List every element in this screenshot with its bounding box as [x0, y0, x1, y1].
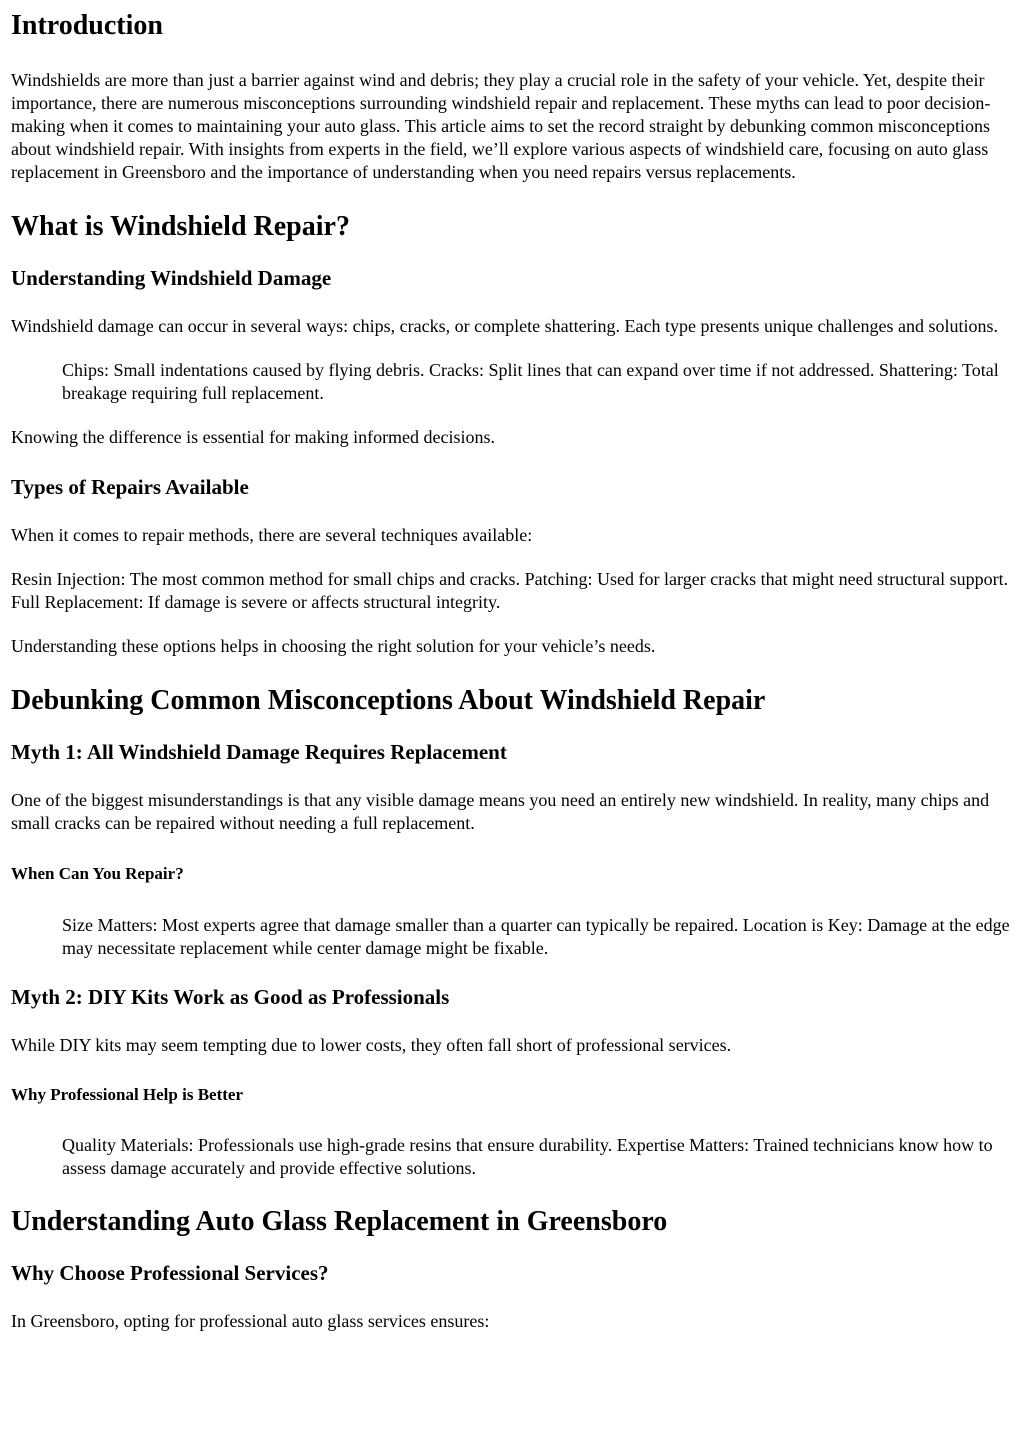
intro-paragraph: Windshields are more than just a barrier against wind and debris; they play a crucial role in the safety of your vehicle. Yet, despite their importance, there are numerous misconceptions surrounding windshield repair and replacement. These myths can lead to poor decision-making when it comes to maintaining your auto glass. This article aims to set the record straight by debunking common misconceptions about windshield repair. With insights from experts in the field, we’ll explore various aspects of windshield care, focusing on auto glass replacement in Greensboro and the importance of understanding when you need repairs versus replacements. [11, 70, 991, 182]
heading-why-choose-professional: Why Choose Professional Services? [11, 1261, 329, 1285]
repair-methods-list: Resin Injection: The most common method for small chips and cracks. Patching: Used for larger cracks that might need structural support. Full Replacement: If damage is severe or affects structural integrity. [11, 569, 1009, 612]
heading-myth-2: Myth 2: DIY Kits Work as Good as Professionals [11, 985, 450, 1009]
damage-closing: Knowing the difference is essential for making informed decisions. [11, 427, 496, 447]
heading-when-can-you-repair: When Can You Repair? [11, 864, 184, 883]
heading-types-of-repairs: Types of Repairs Available [11, 475, 249, 499]
heading-introduction: Introduction [11, 10, 163, 41]
heading-debunking-misconceptions: Debunking Common Misconceptions About Windshield Repair [11, 685, 766, 716]
damage-types-list: Chips: Small indentations caused by flying debris. Cracks: Split lines that can expand over time if not addressed. Shattering: Total breakage requiring full replacement. [62, 360, 999, 403]
damage-paragraph: Windshield damage can occur in several ways: chips, cracks, or complete shattering. Each type presents unique challenges and solutions. [11, 316, 998, 336]
professional-benefits-list: Quality Materials: Professionals use high-grade resins that ensure durability. Expertise Matters: Trained technicians know how to assess damage accurately and provide effective solutions. [62, 1135, 993, 1178]
myth-1-paragraph: One of the biggest misunderstandings is that any visible damage means you need an entirely new windshield. In reality, many chips and small cracks can be repaired without needing a full replacement. [11, 790, 990, 833]
types-closing: Understanding these options helps in choosing the right solution for your vehicle’s needs. [11, 636, 656, 656]
types-paragraph: When it comes to repair methods, there are several techniques available: [11, 525, 533, 545]
heading-what-is-windshield-repair: What is Windshield Repair? [11, 211, 350, 242]
repair-criteria-list: Size Matters: Most experts agree that damage smaller than a quarter can typically be repaired. Location is Key: Damage at the edge may necessitate replacement while center damage might be fixable. [62, 915, 1010, 958]
heading-understanding-damage: Understanding Windshield Damage [11, 266, 332, 290]
myth-2-paragraph: While DIY kits may seem tempting due to lower costs, they often fall short of professional services. [11, 1035, 732, 1055]
heading-why-professional-help: Why Professional Help is Better [11, 1085, 243, 1104]
heading-greensboro: Understanding Auto Glass Replacement in Greensboro [11, 1206, 668, 1237]
heading-myth-1: Myth 1: All Windshield Damage Requires Replacement [11, 740, 507, 764]
article [0, 9, 1024, 1333]
greensboro-paragraph: In Greensboro, opting for professional auto glass services ensures: [11, 1311, 490, 1331]
